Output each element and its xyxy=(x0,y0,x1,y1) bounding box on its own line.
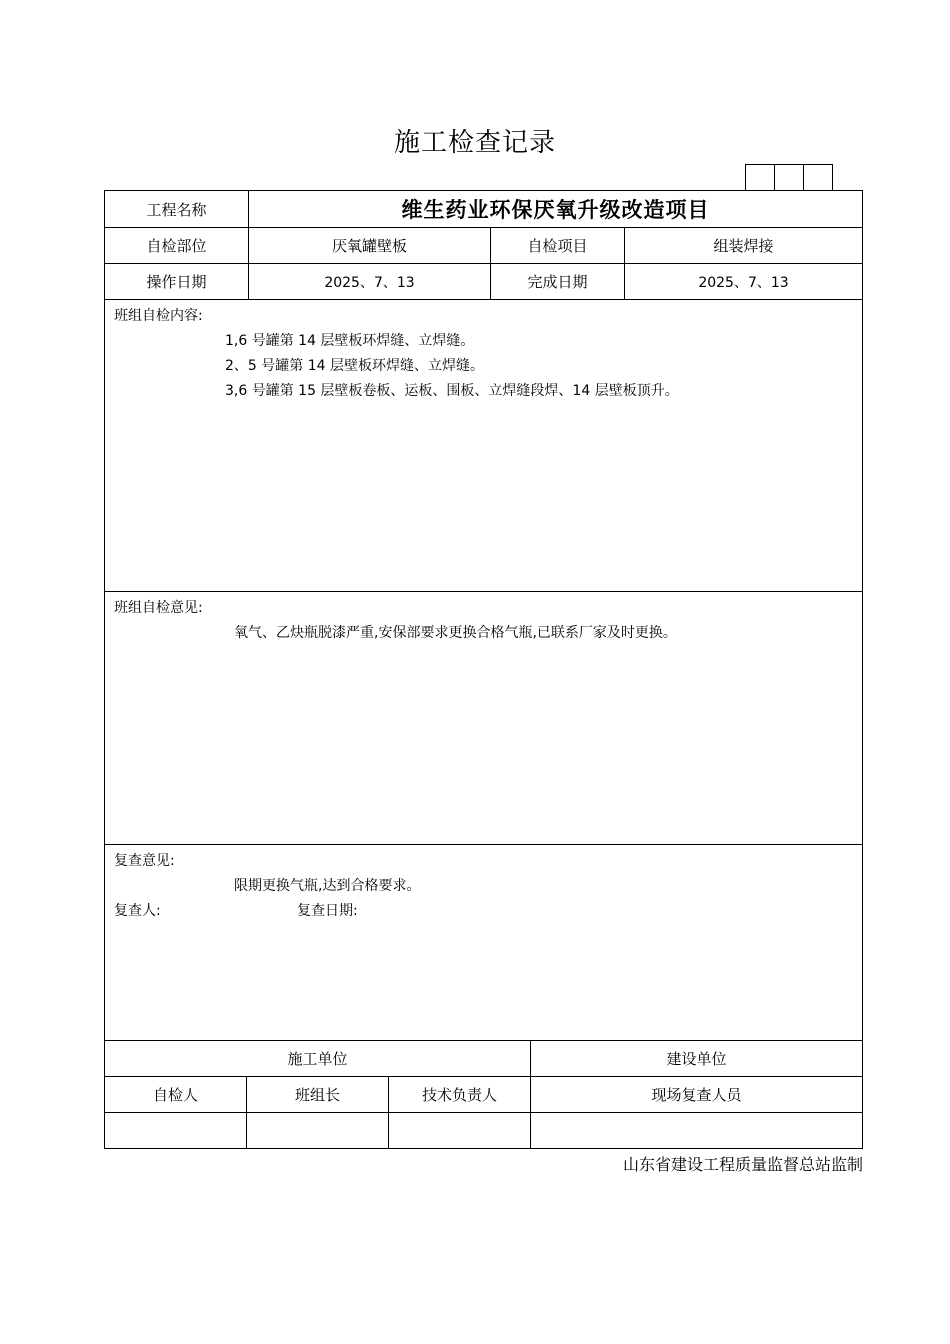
opinion-section xyxy=(105,592,862,845)
item-label: 自检项目 xyxy=(491,228,625,263)
team-leader-label: 班组长 xyxy=(247,1077,389,1112)
opinion-label: 班组自检意见: xyxy=(114,600,203,616)
signer-roles-row xyxy=(105,1077,862,1113)
site-reviewer-label: 现场复查人员 xyxy=(651,1086,742,1104)
location-label: 自检部位 xyxy=(105,228,249,263)
done-date-label: 完成日期 xyxy=(491,264,625,299)
document-title: 施工检查记录 xyxy=(393,128,556,158)
item-value: 组装焊接 xyxy=(713,237,774,255)
owner-unit-label: 建设单位 xyxy=(666,1050,727,1068)
tech-lead-signature xyxy=(389,1113,531,1148)
tech-lead-label: 技术负责人 xyxy=(389,1077,531,1112)
record-number-boxes xyxy=(745,164,833,191)
reviewer-label: 复查人: xyxy=(114,903,161,919)
content-line: 2、5 号罐第 14 层壁板环焊缝、立焊缝。 xyxy=(225,358,484,374)
content-line: 3,6 号罐第 15 层壁板卷板、运板、围板、立焊缝段焊、14 层壁板顶升。 xyxy=(225,383,679,399)
site-reviewer-signature xyxy=(531,1113,862,1148)
project-value: 维生药业环保厌氧升级改造项目 xyxy=(401,198,710,222)
record-number-box xyxy=(775,165,804,191)
review-text: 限期更换气瓶,达到合格要求。 xyxy=(234,878,421,894)
location-value: 厌氧罐壁板 xyxy=(249,228,491,263)
opinion-text: 氧气、乙炔瓶脱漆严重,安保部要求更换合格气瓶,已联系厂家及时更换。 xyxy=(234,625,677,641)
op-date-value: 2025、7、13 xyxy=(249,264,491,299)
project-label: 工程名称 xyxy=(105,191,249,227)
self-inspector-label: 自检人 xyxy=(105,1077,247,1112)
record-number-box xyxy=(804,165,832,191)
construction-unit-label: 施工单位 xyxy=(105,1041,531,1076)
review-date-label: 复查日期: xyxy=(297,903,358,919)
project-row xyxy=(105,191,862,228)
self-inspector-signature xyxy=(105,1113,247,1148)
review-section xyxy=(105,845,862,1041)
content-label: 班组自检内容: xyxy=(114,308,203,324)
team-leader-signature xyxy=(247,1113,389,1148)
op-date-label: 操作日期 xyxy=(105,264,249,299)
date-row xyxy=(105,264,862,300)
units-row xyxy=(105,1041,862,1077)
content-line: 1,6 号罐第 14 层壁板环焊缝、立焊缝。 xyxy=(225,333,475,349)
record-number-box xyxy=(746,165,775,191)
content-section xyxy=(105,300,862,592)
signature-row xyxy=(105,1113,862,1148)
review-label: 复查意见: xyxy=(114,853,175,869)
done-date-value: 2025、7、13 xyxy=(698,274,789,291)
location-row xyxy=(105,228,862,264)
inspection-form xyxy=(104,190,863,1149)
issuer-note: 山东省建设工程质量监督总站监制 xyxy=(622,1155,863,1174)
